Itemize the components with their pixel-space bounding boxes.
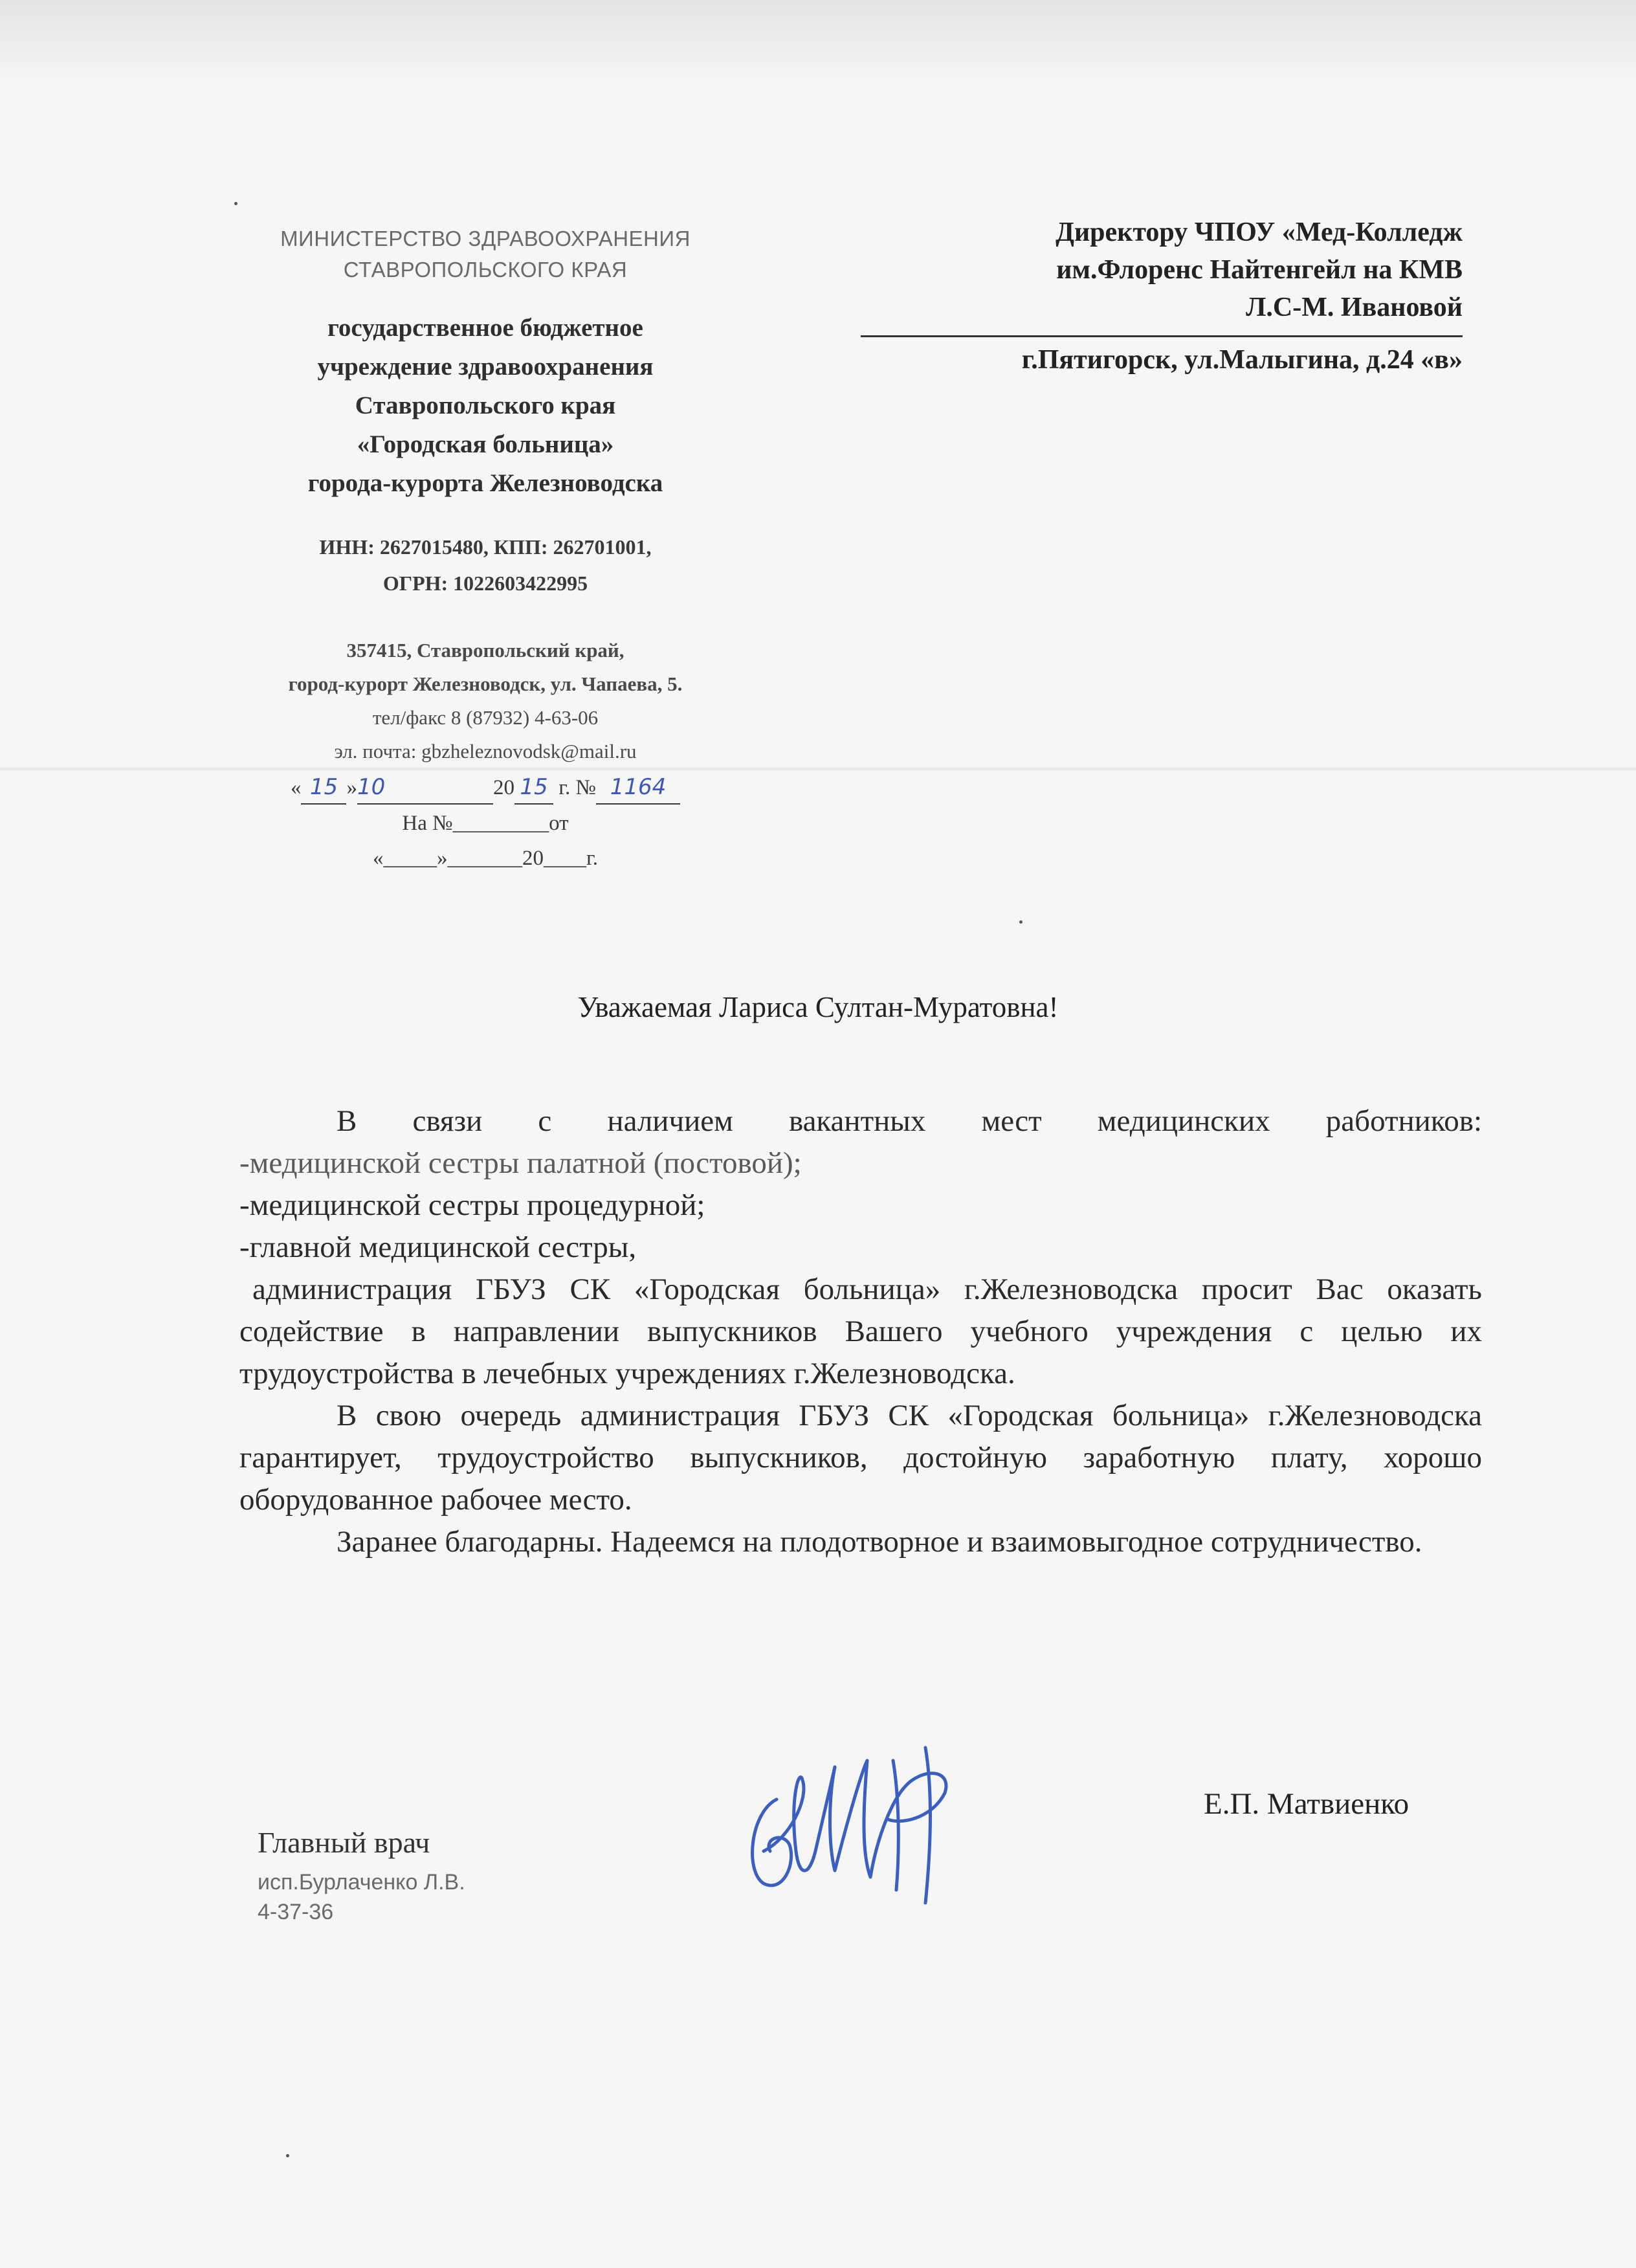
vacancy-item: -главной медицинской сестры, [239,1230,637,1264]
sender-address [233,634,738,768]
recipient-block [861,214,1463,379]
reference-line [233,807,738,839]
institution-line: города-курорта Железноводска [307,469,663,497]
body-paragraph: Заранее благодарны. Надеемся на плодотворное и взаимовыгодное сотрудничество. [337,1525,1422,1559]
quote-close: » [346,776,357,799]
ministry-line: СТАВРОПОЛЬСКОГО КРАЯ [343,258,628,282]
recipient-line: Директору ЧПОУ «Мед-Колледж [1056,217,1463,247]
recipient-address: г.Пятигорск, ул.Малыгина, д.24 «в» [1021,345,1463,375]
reference-date: «_____»_______20____г. [372,847,599,870]
divider [861,335,1463,337]
ref-label: На № [402,812,453,835]
reg-number: 1164 [596,771,680,805]
registration-line [233,771,738,805]
vacancy-item: -медицинской сестры процедурной; [239,1188,705,1222]
letter-body [239,1100,1482,1563]
recipient-line: им.Флоренс Найтенгейл на КМВ [1056,255,1463,285]
executor-phone: 4-37-36 [258,1900,334,1924]
reg-month: 10 [357,771,493,805]
institution-line: государственное бюджетное [327,314,643,342]
ministry-name [233,223,738,285]
institution-name [233,309,738,503]
recipient-name: Л.С-М. Ивановой [1246,293,1463,322]
institution-line: «Городская больница» [357,430,614,458]
email: эл. почта: gbzheleznovodsk@mail.ru [334,740,637,762]
scan-shadow [0,0,1636,84]
institution-ids [233,529,738,601]
body-paragraph: администрация ГБУЗ СК «Городская больница» г.Железноводска просит Вас оказать содействие в направлении выпускников Вашего учебного учреждения с целью их трудоустройства в лечебных учреждениях г.Железноводска. [239,1273,1482,1390]
number-label: г. № [558,776,597,799]
body-paragraph: В связи с наличием вакантных мест медицинских работников: [337,1104,1482,1138]
reg-day: 15 [301,771,346,805]
handwritten-signature [738,1722,984,1916]
quote-open: « [290,776,302,799]
institution-line: учреждение здравоохранения [317,353,654,381]
salutation: Уважаемая Лариса Султан-Муратовна! [577,991,1059,1023]
body-paragraph: В свою очередь администрация ГБУЗ СК «Городская больница» г.Железноводска гарантирует, трудоустройство выпускников, достойную заработную плату, хорошо оборудованное рабочее место. [239,1399,1482,1517]
executor-info [258,1867,465,1927]
ref-blank: _________ [452,812,549,835]
signer-name: Е.П. Матвиенко [1204,1787,1409,1821]
ids-line: ОГРН: 1022603422995 [382,572,588,595]
scan-speck [234,202,238,205]
ids-line: ИНН: 2627015480, КПП: 262701001, [319,535,652,559]
institution-line: Ставропольского края [355,392,616,419]
letterhead [233,223,738,874]
signer-title: Главный врач [258,1826,430,1859]
phone-fax: тел/факс 8 (87932) 4-63-06 [372,706,599,729]
scan-speck [286,2154,289,2157]
ministry-line: МИНИСТЕРСТВО ЗДРАВООХРАНЕНИЯ [280,227,691,250]
scan-speck [1019,920,1022,924]
address-line: город-курорт Железноводск, ул. Чапаева, 5. [288,673,683,695]
ref-from: от [549,812,569,835]
executor-name: исп.Бурлаченко Л.В. [258,1870,465,1895]
year-prefix: 20 [492,776,514,799]
reg-year: 15 [514,771,553,805]
address-line: 357415, Ставропольский край, [346,639,625,662]
vacancy-item: -медицинской сестры палатной (постовой); [239,1146,802,1180]
